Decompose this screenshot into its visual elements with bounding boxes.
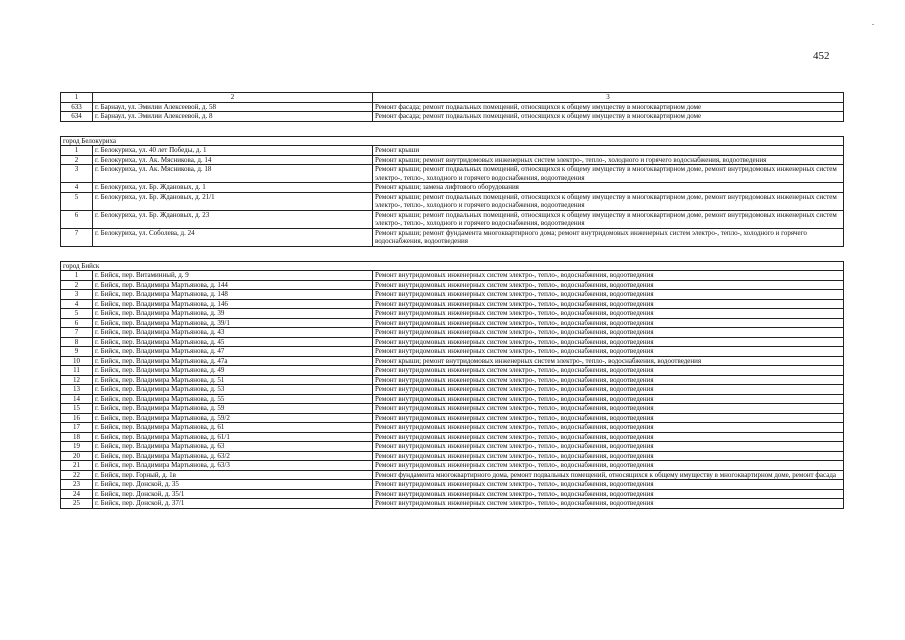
table-row — [61, 347, 844, 357]
row-works: Ремонт внутридомовых инженерных систем электро-, тепло-, водоснабжения, водоотведения — [373, 328, 844, 338]
row-number: 2 — [61, 280, 93, 290]
row-address: г. Бийск, пер. Донской, д. 37/1 — [93, 499, 373, 509]
row-works: Ремонт внутридомовых инженерных систем электро-, тепло-, водоснабжения, водоотведения — [373, 404, 844, 414]
header-row — [61, 93, 844, 103]
row-address: г. Бийск, пер. Владимира Мартьянова, д. 63 — [93, 442, 373, 452]
table-row — [61, 183, 844, 193]
row-number: 3 — [61, 165, 93, 183]
table-row — [61, 442, 844, 452]
row-address: г. Бийск, пер. Владимира Мартьянова, д. 59 — [93, 404, 373, 414]
row-address: г. Белокуриха, ул. Бр. Ждановых, д. 21/1 — [93, 192, 373, 210]
table-row — [61, 356, 844, 366]
row-works: Ремонт фундамента многоквартирного дома, ремонт подвальных помещений, относящихся к общему имуществу в многоквартирном доме, ремонт фасада — [373, 470, 844, 480]
table-row — [61, 366, 844, 376]
row-number: 6 — [61, 210, 93, 228]
row-works: Ремонт внутридомовых инженерных систем электро-, тепло-, водоснабжения, водоотведения — [373, 318, 844, 328]
row-address: г. Бийск, пер. Владимира Мартьянова, д. 61/1 — [93, 432, 373, 442]
row-address: г. Бийск, пер. Владимира Мартьянова, д. 144 — [93, 280, 373, 290]
row-address: г. Бийск, пер. Владимира Мартьянова, д. 59/2 — [93, 413, 373, 423]
table-row — [61, 228, 844, 246]
row-number: 11 — [61, 366, 93, 376]
row-address: г. Бийск, пер. Витаминный, д. 9 — [93, 271, 373, 281]
header-cell: 3 — [373, 93, 844, 103]
registry-table-body — [61, 93, 844, 509]
row-number: 23 — [61, 480, 93, 490]
table-row — [61, 155, 844, 165]
row-number: 7 — [61, 228, 93, 246]
row-works: Ремонт внутридомовых инженерных систем электро-, тепло-, водоснабжения, водоотведения — [373, 290, 844, 300]
row-number: 12 — [61, 375, 93, 385]
row-works: Ремонт внутридомовых инженерных систем электро-, тепло-, водоснабжения, водоотведения — [373, 271, 844, 281]
row-works: Ремонт фасада; ремонт подвальных помещений, относящихся к общему имуществу в многоквартирном доме — [373, 102, 844, 112]
table-row — [61, 112, 844, 122]
table-row — [61, 299, 844, 309]
table-row — [61, 461, 844, 471]
row-number: 14 — [61, 394, 93, 404]
row-address: г. Бийск, пер. Владимира Мартьянова, д. 63/3 — [93, 461, 373, 471]
row-address: г. Белокуриха, ул. Ак. Мясникова, д. 18 — [93, 165, 373, 183]
row-address: г. Бийск, пер. Владимира Мартьянова, д. 61 — [93, 423, 373, 433]
row-number: 15 — [61, 404, 93, 414]
group-title-row — [61, 136, 844, 146]
row-address: г. Бийск, пер. Владимира Мартьянова, д. 47а — [93, 356, 373, 366]
row-works: Ремонт крыши; ремонт подвальных помещений, относящихся к общему имуществу в многоквартирном доме, ремонт внутридомовых инженерных систем электро-, тепло-, холодного и горячего водоснабжения, водоотведения — [373, 210, 844, 228]
row-works: Ремонт внутридомовых инженерных систем электро-, тепло-, водоснабжения, водоотведения — [373, 480, 844, 490]
table-row — [61, 146, 844, 156]
corner-mark: . — [872, 18, 874, 27]
row-address: г. Барнаул, ул. Эмилии Алексеевой, д. 8 — [93, 112, 373, 122]
row-works: Ремонт крыши; ремонт фундамента многоквартирного дома; ремонт внутридомовых инженерных систем электро-, тепло-, холодного и горячего водоснабжения, водоотведения — [373, 228, 844, 246]
row-works: Ремонт внутридомовых инженерных систем электро-, тепло-, водоснабжения, водоотведения — [373, 432, 844, 442]
group-title-row — [61, 261, 844, 271]
row-works: Ремонт внутридомовых инженерных систем электро-, тепло-, водоснабжения, водоотведения — [373, 385, 844, 395]
row-number: 5 — [61, 192, 93, 210]
row-number: 2 — [61, 155, 93, 165]
table-row — [61, 404, 844, 414]
row-number: 17 — [61, 423, 93, 433]
row-number: 1 — [61, 146, 93, 156]
row-works: Ремонт внутридомовых инженерных систем электро-, тепло-, водоснабжения, водоотведения — [373, 280, 844, 290]
row-number: 634 — [61, 112, 93, 122]
row-number: 6 — [61, 318, 93, 328]
registry-table — [60, 92, 844, 509]
table-row — [61, 375, 844, 385]
row-number: 21 — [61, 461, 93, 471]
row-address: г. Бийск, пер. Владимира Мартьянова, д. 148 — [93, 290, 373, 300]
row-number: 633 — [61, 102, 93, 112]
row-address: г. Бийск, пер. Донской, д. 35/1 — [93, 489, 373, 499]
row-address: г. Бийск, пер. Владимира Мартьянова, д. 43 — [93, 328, 373, 338]
table-row — [61, 102, 844, 112]
group-spacer — [61, 121, 844, 136]
row-number: 25 — [61, 499, 93, 509]
table-row — [61, 290, 844, 300]
table-row — [61, 451, 844, 461]
row-address: г. Бийск, пер. Владимира Мартьянова, д. 45 — [93, 337, 373, 347]
row-address: г. Бийск, пер. Владимира Мартьянова, д. 146 — [93, 299, 373, 309]
table-row — [61, 423, 844, 433]
table-row — [61, 165, 844, 183]
row-number: 3 — [61, 290, 93, 300]
row-works: Ремонт внутридомовых инженерных систем электро-, тепло-, водоснабжения, водоотведения — [373, 375, 844, 385]
row-number: 7 — [61, 328, 93, 338]
row-address: г. Белокуриха, ул. Бр. Ждановых, д. 1 — [93, 183, 373, 193]
row-works: Ремонт крыши — [373, 146, 844, 156]
row-works: Ремонт внутридомовых инженерных систем электро-, тепло-, водоснабжения, водоотведения — [373, 499, 844, 509]
table-row — [61, 328, 844, 338]
row-address: г. Бийск, пер. Владимира Мартьянова, д. 47 — [93, 347, 373, 357]
row-address: г. Бийск, пер. Владимира Мартьянова, д. 39 — [93, 309, 373, 319]
table-row — [61, 280, 844, 290]
row-works: Ремонт внутридомовых инженерных систем электро-, тепло-, водоснабжения, водоотведения — [373, 299, 844, 309]
row-number: 1 — [61, 271, 93, 281]
row-address: г. Бийск, пер. Владимира Мартьянова, д. 49 — [93, 366, 373, 376]
row-address: г. Бийск, пер. Владимира Мартьянова, д. 55 — [93, 394, 373, 404]
table-row — [61, 309, 844, 319]
row-number: 24 — [61, 489, 93, 499]
table-row — [61, 394, 844, 404]
table-row — [61, 499, 844, 509]
row-number: 8 — [61, 337, 93, 347]
row-number: 5 — [61, 309, 93, 319]
row-works: Ремонт крыши; ремонт подвальных помещений, относящихся к общему имуществу в многоквартирном доме, ремонт внутридомовых инженерных систем электро-, тепло-, холодного и горячего водоснабжения, водоотведения — [373, 192, 844, 210]
row-number: 20 — [61, 451, 93, 461]
row-number: 9 — [61, 347, 93, 357]
group-title: город Бийск — [61, 261, 844, 271]
table-row — [61, 210, 844, 228]
table-row — [61, 192, 844, 210]
row-number: 4 — [61, 299, 93, 309]
row-works: Ремонт крыши; замена лифтового оборудования — [373, 183, 844, 193]
row-number: 19 — [61, 442, 93, 452]
header-cell: 1 — [61, 93, 93, 103]
row-works: Ремонт крыши; ремонт внутридомовых инженерных систем электро-, тепло-, водоснабжения, водоотведения — [373, 356, 844, 366]
table-row — [61, 480, 844, 490]
row-address: г. Бийск, пер. Владимира Мартьянова, д. 51 — [93, 375, 373, 385]
table-row — [61, 337, 844, 347]
row-number: 4 — [61, 183, 93, 193]
row-works: Ремонт внутридомовых инженерных систем электро-, тепло-, водоснабжения, водоотведения — [373, 461, 844, 471]
row-works: Ремонт фасада; ремонт подвальных помещений, относящихся к общему имуществу в многоквартирном доме — [373, 112, 844, 122]
table-row — [61, 385, 844, 395]
table-row — [61, 470, 844, 480]
row-address: г. Бийск, пер. Владимира Мартьянова, д. 39/1 — [93, 318, 373, 328]
row-works: Ремонт внутридомовых инженерных систем электро-, тепло-, водоснабжения, водоотведения — [373, 413, 844, 423]
row-address: г. Белокуриха, ул. 40 лет Победы, д. 1 — [93, 146, 373, 156]
page-number: 452 — [813, 50, 830, 62]
row-works: Ремонт внутридомовых инженерных систем электро-, тепло-, водоснабжения, водоотведения — [373, 366, 844, 376]
row-address: г. Белокуриха, ул. Бр. Ждановых, д. 23 — [93, 210, 373, 228]
row-address: г. Белокуриха, ул. Соболева, д. 24 — [93, 228, 373, 246]
row-address: г. Бийск, пер. Донской, д. 35 — [93, 480, 373, 490]
row-number: 22 — [61, 470, 93, 480]
row-works: Ремонт внутридомовых инженерных систем электро-, тепло-, водоснабжения, водоотведения — [373, 394, 844, 404]
header-cell: 2 — [93, 93, 373, 103]
row-number: 18 — [61, 432, 93, 442]
row-works: Ремонт крыши; ремонт внутридомовых инженерных систем электро-, тепло-, холодного и горячего водоснабжения, водоотведения — [373, 155, 844, 165]
group-spacer — [61, 246, 844, 261]
row-works: Ремонт внутридомовых инженерных систем электро-, тепло-, водоснабжения, водоотведения — [373, 423, 844, 433]
row-number: 10 — [61, 356, 93, 366]
row-works: Ремонт внутридомовых инженерных систем электро-, тепло-, водоснабжения, водоотведения — [373, 309, 844, 319]
row-works: Ремонт внутридомовых инженерных систем электро-, тепло-, водоснабжения, водоотведения — [373, 442, 844, 452]
row-works: Ремонт внутридомовых инженерных систем электро-, тепло-, водоснабжения, водоотведения — [373, 451, 844, 461]
row-address: г. Бийск, пер. Владимира Мартьянова, д. 63/2 — [93, 451, 373, 461]
row-address: г. Бийск, пер. Владимира Мартьянова, д. 53 — [93, 385, 373, 395]
row-address: г. Бийск, пер. Горный, д. 1в — [93, 470, 373, 480]
table-row — [61, 489, 844, 499]
table-row — [61, 271, 844, 281]
table-row — [61, 413, 844, 423]
row-address: г. Белокуриха, ул. Ак. Мясникова, д. 14 — [93, 155, 373, 165]
row-works: Ремонт крыши; ремонт подвальных помещений, относящихся к общему имуществу в многоквартирном доме, ремонт внутридомовых инженерных систем электро-, тепло-, холодного и горячего водоснабжения, водоотведения — [373, 165, 844, 183]
table-row — [61, 318, 844, 328]
row-works: Ремонт внутридомовых инженерных систем электро-, тепло-, водоснабжения, водоотведения — [373, 489, 844, 499]
row-address: г. Барнаул, ул. Эмилии Алексеевой, д. 58 — [93, 102, 373, 112]
row-works: Ремонт внутридомовых инженерных систем электро-, тепло-, водоснабжения, водоотведения — [373, 337, 844, 347]
group-title: город Белокуриха — [61, 136, 844, 146]
row-number: 16 — [61, 413, 93, 423]
row-number: 13 — [61, 385, 93, 395]
table-row — [61, 432, 844, 442]
row-works: Ремонт внутридомовых инженерных систем электро-, тепло-, водоснабжения, водоотведения — [373, 347, 844, 357]
